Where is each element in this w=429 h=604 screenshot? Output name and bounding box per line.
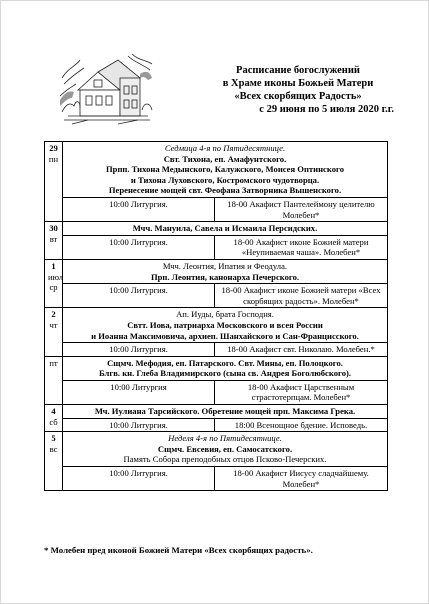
day-of-week: пн — [48, 153, 59, 164]
day-cell — [45, 432, 63, 491]
feast-line: Седмица 4-я по Пятидесятнице. — [164, 143, 286, 153]
day-date: 5 — [51, 433, 56, 444]
evening-service: 18-00 Акафист Царственным страстотерпцам. Молебен* — [215, 380, 388, 404]
feast-line: Прпп. Тихона Медынского, Калужского, Моисея Оптинского — [105, 164, 344, 175]
feast-line: Свт. Тихона, еп. Амафунтского. — [163, 153, 287, 164]
schedule-title — [178, 64, 418, 116]
evening-service: 18-00 Акафист иконе Божией матери «Неупиваемая чаша». Молебен* — [215, 235, 388, 259]
day-cell — [45, 222, 63, 260]
service-row — [45, 197, 388, 221]
feast-line: Свтт. Иова, патриарха Московского и всея России — [127, 319, 323, 330]
feast-description — [63, 405, 388, 419]
morning-service: 10:00 Литургия. — [63, 284, 215, 308]
morning-service: 10:00 Литургия. — [63, 418, 215, 432]
day-cell — [45, 308, 63, 356]
day-row — [45, 308, 388, 343]
feast-line: Прп. Леонтия, канонарха Печерского. — [150, 271, 300, 282]
day-date: 1 — [51, 260, 56, 271]
feast-line: Ап. Иуды, брата Господня. — [176, 309, 274, 320]
feast-line: Мч. Иулиана Тарсийского. Обретение мощей прп. Максима Грека. — [94, 406, 356, 417]
day-of-week: вс — [49, 443, 58, 454]
day-cell — [45, 259, 63, 307]
day-row — [45, 259, 388, 283]
title-line-1: Расписание богослужений — [236, 65, 360, 76]
evening-service: 18-00 Акафист Иисусу сладчайшему. Молебен* — [215, 467, 388, 491]
feast-line: Перенесение мощей свт. Феофана Затворника Вышенского. — [108, 185, 342, 196]
day-of-week: чт — [49, 319, 58, 330]
feast-line: Мчч. Леонтия, Ипатия и Феодула. — [162, 260, 288, 271]
morning-service: 10:00 Литургия. — [63, 235, 215, 259]
evening-service: 18:00 Всенощное бдение. Исповедь. — [215, 418, 388, 432]
title-line-2: в Храме иконы Божьей Матери — [222, 78, 374, 89]
day-date: 30 — [49, 223, 58, 234]
evening-service: 18-00 Акафист иконе Божией матери «Всех скорбящих радость». Молебен* — [215, 284, 388, 308]
feast-line: Сщмч. Мефодия, еп. Патарского. Свт. Мины, еп. Полоцкого. — [107, 357, 343, 368]
day-row — [45, 222, 388, 236]
feast-description — [63, 432, 388, 467]
feast-line: Сщмч. Евсевия, еп. Самосатского. — [157, 443, 293, 454]
feast-line: Блгв. кн. Глеба Владимирского (сына св. Андрея Боголюбского). — [98, 368, 352, 379]
day-cell — [45, 356, 63, 404]
service-row — [45, 284, 388, 308]
evening-service: 18-00 Акафист свт. Николаю. Молебен.* — [215, 343, 388, 357]
morning-service: 10:00 Литургия. — [63, 467, 215, 491]
service-row — [45, 380, 388, 404]
day-of-week: ср — [49, 282, 58, 293]
day-date: 29 — [49, 143, 58, 153]
evening-service: 18-00 Акафист Пантелеймону целителю Молебен* — [215, 197, 388, 221]
day-row — [45, 356, 388, 380]
feast-description — [63, 308, 388, 343]
morning-service: 10:00 Литургия — [63, 380, 215, 404]
day-date: 2 — [51, 309, 56, 320]
day-of-week: пт — [49, 357, 58, 368]
footnote: * Молебен пред иконой Божией Матери «Всех скорбящих радость». — [44, 545, 313, 555]
service-row — [45, 467, 388, 491]
day-of-week: вт — [49, 233, 58, 244]
morning-service: 10:00 Литургия. — [63, 197, 215, 221]
church-illustration-icon — [58, 50, 154, 132]
day-row — [45, 142, 388, 198]
day-row — [45, 405, 388, 419]
service-row — [45, 418, 388, 432]
day-row — [45, 432, 388, 467]
feast-line: Память Собора преподобных отцов Псково-Печерских. — [123, 454, 327, 465]
service-row — [45, 235, 388, 259]
feast-description — [63, 259, 388, 283]
title-dates: с 29 июня по 5 июля 2020 г.г. — [259, 104, 394, 115]
feast-description — [63, 142, 388, 198]
morning-service: 10:00 Литургия. — [63, 343, 215, 357]
feast-description — [63, 356, 388, 380]
day-cell — [45, 142, 63, 222]
day-cell — [45, 405, 63, 432]
feast-line: и Тихона Луховского, Костромского чудотворца. — [130, 174, 320, 185]
feast-line: и Иоанна Максимовича, архиеп. Шанхайского и Сан-Францисского. — [91, 330, 359, 341]
feast-line: Неделя 4-я по Пятидесятнице. — [168, 433, 282, 444]
day-date: 4 — [51, 406, 56, 417]
title-line-3: «Всех скорбящих Радость» — [234, 91, 362, 102]
day-of-week: сб — [49, 416, 58, 427]
feast-line: Мчч. Мануила, Савела и Исмаила Персидских. — [132, 223, 318, 234]
day-month: июл — [48, 271, 64, 282]
schedule-table — [44, 141, 388, 491]
header — [58, 50, 418, 140]
feast-description — [63, 222, 388, 236]
service-row — [45, 343, 388, 357]
